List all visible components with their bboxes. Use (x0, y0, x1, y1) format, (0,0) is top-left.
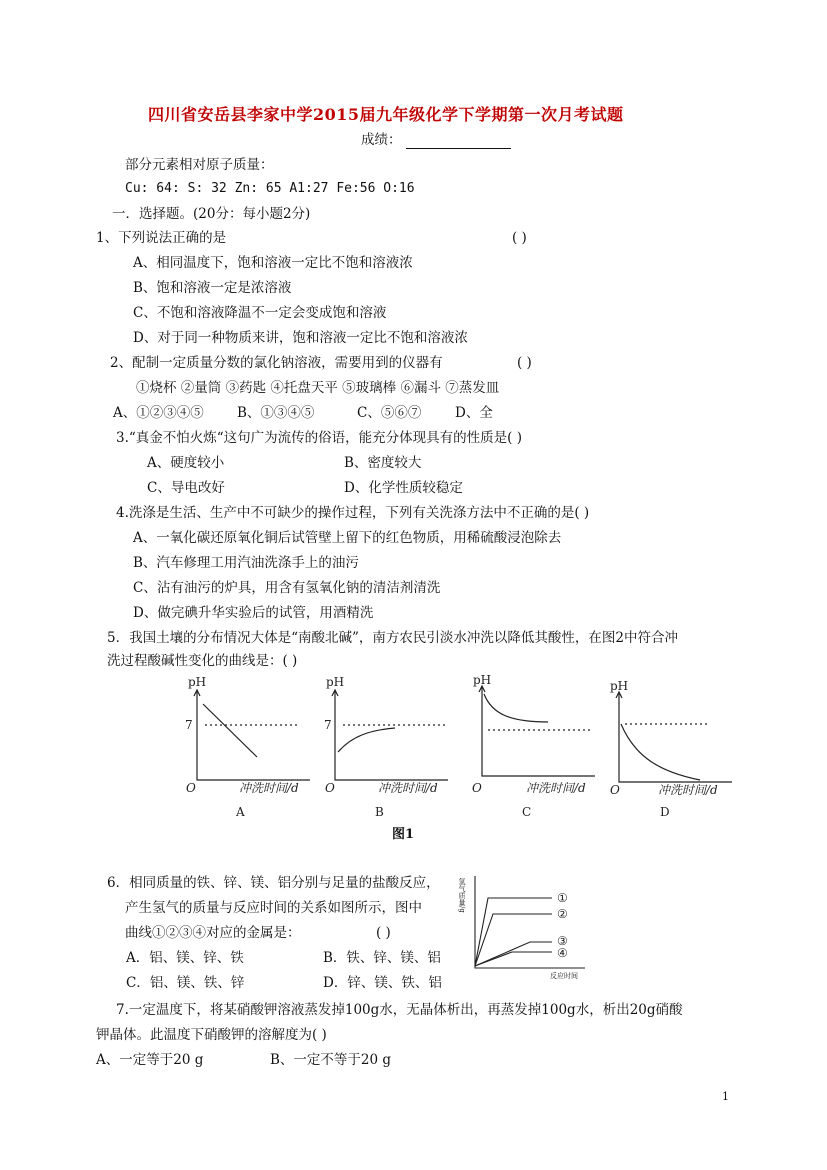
graph-a-axes (197, 690, 310, 780)
q6-option-d: D．锌、镁、铁、铝 (323, 975, 442, 991)
score-label: 成绩： (361, 132, 402, 148)
graph-c-axes (482, 686, 595, 776)
score-blank (406, 134, 511, 149)
curve-1-label: ① (557, 891, 568, 905)
hydrogen-graph-xlabel: 反应时间 (550, 972, 578, 980)
curve-3 (475, 942, 552, 966)
curve-2-label: ② (557, 907, 568, 921)
q2-option-c: C、⑤⑥⑦ (357, 405, 422, 421)
graph-b-curve (338, 728, 395, 752)
graph-c-xlabel: 冲洗时间/d (526, 781, 586, 795)
q6-answer-paren: ( ) (376, 925, 391, 941)
graph-d-xlabel: 冲洗时间/d (658, 783, 718, 797)
q3-option-a: A、硬度较小 (147, 455, 225, 471)
q3-option-c: C、导电改好 (147, 480, 225, 496)
q1-option-a: A、相同温度下，饱和溶液一定比不饱和溶液浓 (133, 255, 413, 271)
score-field (361, 131, 511, 149)
graph-c-letter: C (522, 805, 532, 819)
q2-stem: 2、配制一定质量分数的氯化钠溶液，需要用到的仪器有 (110, 355, 443, 371)
page-title: 四川省安岳县李家中学2015届九年级化学下学期第一次月考试题 (148, 105, 624, 124)
q2-option-b: B、①③④⑤ (237, 405, 315, 421)
graph-c-curve (484, 694, 548, 722)
atomic-masses: Cu: 64: S: 32 Zn: 65 A1:27 Fe:56 O:16 (125, 181, 415, 196)
q3-stem: 3.“真金不怕火炼“这句广为流传的俗语，能充分体现具有的性质是( ) (116, 430, 523, 446)
graph-d-ylabel: pH (610, 679, 629, 693)
curve-2 (475, 914, 552, 966)
section-heading: 一．选择题。(20分：每小题2分) (112, 206, 311, 222)
q6-stem-line1: 6．相同质量的铁、锌、镁、铝分别与足量的盐酸反应， (107, 875, 440, 891)
graph-c-ylabel: pH (473, 673, 492, 687)
q7-stem-line2: 钾晶体。此温度下硝酸钾的溶解度为( ) (96, 1027, 327, 1043)
q2-answer-paren: ( ) (517, 355, 532, 371)
q3-option-b: B、密度较大 (344, 455, 422, 471)
graph-b-origin: O (325, 781, 335, 795)
ph-graphs-figure (170, 672, 718, 822)
graph-a-seven: 7 (185, 718, 193, 732)
graph-b-axes (335, 690, 448, 780)
curve-4 (475, 952, 552, 966)
q1-stem: 1、下列说法正确的是 (96, 230, 227, 246)
graph-b-letter: B (375, 805, 384, 819)
hydrogen-graph-ylabel: 氢气质量/g (458, 878, 466, 913)
q7-option-b: B、一定不等于20 g (270, 1052, 392, 1068)
hydrogen-graph-axes (475, 876, 585, 968)
q6-option-b: B．铁、锌、镁、铝 (323, 950, 441, 966)
q6-stem-line2: 产生氢气的质量与反应时间的关系如图所示，图中 (125, 900, 422, 916)
q1-option-d: D、对于同一种物质来讲，饱和溶液一定比不饱和溶液浓 (133, 330, 468, 346)
graph-a-letter: A (236, 805, 245, 819)
q6-stem-line3: 曲线①②③④对应的金属是： (125, 925, 301, 941)
graph-d-axes (619, 692, 732, 782)
q5-stem-line2: 洗过程酸碱性变化的曲线是：( ) (107, 653, 298, 669)
q6-option-c: C．铝、镁、铁、锌 (126, 975, 245, 991)
hydrogen-graph (460, 868, 610, 980)
atomic-mass-title: 部分元素相对原子质量： (125, 157, 274, 173)
q3-option-d: D、化学性质较稳定 (344, 480, 463, 496)
q1-option-b: B、饱和溶液一定是浓溶液 (133, 280, 292, 296)
q4-option-b: B、汽车修理工用汽油洗涤手上的油污 (133, 555, 359, 571)
page-number: 1 (722, 1090, 729, 1103)
curve-3-label: ③ (557, 934, 568, 948)
graph-a-origin: O (186, 781, 196, 795)
graph-a-curve (203, 704, 257, 757)
graph-d-curve (621, 724, 700, 780)
q7-option-a: A、一定等于20 g (96, 1052, 204, 1068)
q4-option-a: A、一氧化碳还原氧化铜后试管壁上留下的红色物质，用稀硫酸浸泡除去 (133, 530, 562, 546)
q4-option-c: C、沾有油污的炉具，用含有氢氧化钠的清洁剂清洗 (133, 580, 441, 596)
graph-c-origin: O (472, 781, 482, 795)
q1-option-c: C、不饱和溶液降温不一定会变成饱和溶液 (133, 305, 387, 321)
graph-d-origin: O (610, 783, 620, 797)
q2-instruments: ①烧杯 ②量筒 ③药匙 ④托盘天平 ⑤玻璃棒 ⑥漏斗 ⑦蒸发皿 (136, 380, 500, 396)
q4-option-d: D、做完碘升华实验后的试管，用酒精洗 (133, 605, 374, 621)
graph-a-ylabel: pH (188, 675, 207, 689)
graph-b-seven: 7 (324, 718, 332, 732)
graph-a-xlabel: 冲洗时间/d (239, 781, 299, 795)
q4-stem: 4.洗涤是生活、生产中不可缺少的操作过程，下列有关洗涤方法中不正确的是( ) (116, 505, 590, 521)
graph-d-letter: D (660, 805, 670, 819)
q2-option-a: A、①②③④⑤ (113, 405, 204, 421)
q2-option-d: D、全 (455, 405, 493, 421)
figure-caption: 图1 (392, 827, 415, 842)
graph-b-xlabel: 冲洗时间/d (378, 781, 438, 795)
q1-answer-paren: ( ) (512, 230, 527, 246)
curve-4-label: ④ (557, 946, 568, 960)
q6-option-a: A．铝、镁、锌、铁 (126, 950, 244, 966)
q7-stem-line1: 7.一定温度下，将某硝酸钾溶液蒸发掉100g水，无晶体析出，再蒸发掉100g水，析出20g硝酸 (116, 1002, 683, 1018)
graph-b-ylabel: pH (326, 675, 345, 689)
q5-stem-line1: 5．我国土壤的分布情况大体是“南酸北碱”，南方农民引淡水冲洗以降低其酸性，在图2中符合冲 (107, 630, 678, 646)
